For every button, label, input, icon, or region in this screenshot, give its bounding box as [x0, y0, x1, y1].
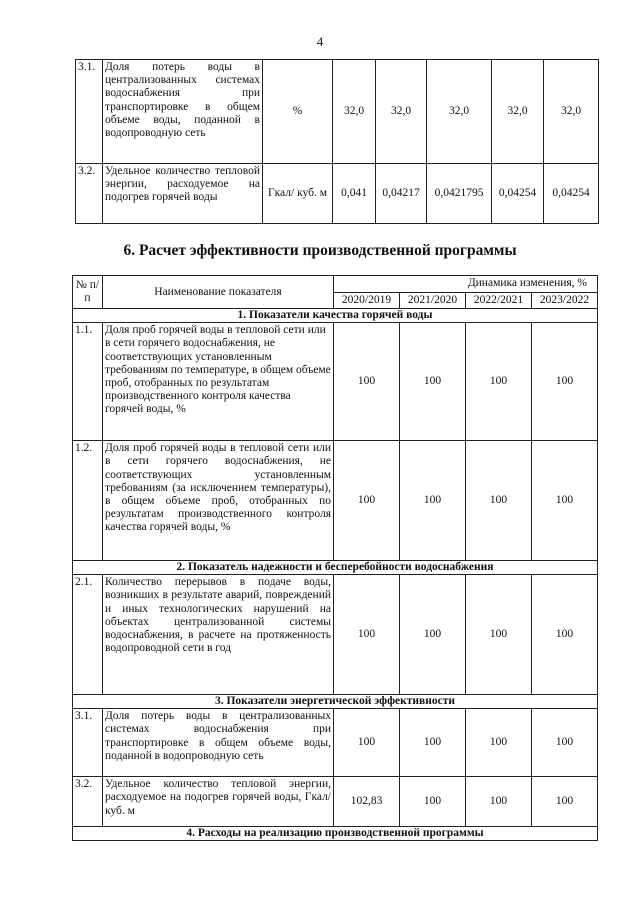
table-row	[76, 164, 599, 224]
section-title: 3. Показатели энергетической эффективности	[73, 695, 598, 709]
indicator-name: Доля проб горячей воды в тепловой сети или в сети горячего водоснабжения, не соответствующих установленным требованиям (за исключением температуры), в общем объеме проб, отобранных по результатам производственного контроля качества горячей воды, %	[103, 441, 334, 561]
value-cell: 100	[334, 709, 400, 777]
row-number: 3.2.	[73, 777, 103, 827]
value-cell: 100	[466, 709, 532, 777]
table-row	[73, 777, 598, 827]
page-number: 4	[316, 34, 324, 49]
section-title: 4. Расходы на реализацию производственной программы	[73, 827, 598, 841]
table-row	[76, 60, 599, 164]
value-cell: 100	[334, 323, 400, 441]
section-row	[73, 827, 598, 841]
value-cell: 0,0421795	[427, 164, 492, 224]
table-row	[73, 441, 598, 561]
value-cell: 100	[334, 441, 400, 561]
year-header: 2020/2019	[334, 293, 400, 309]
indicator-name: Удельное количество тепловой энергии, расходуемое на подогрев горячей воды, Гкал/куб. м	[103, 777, 334, 827]
unit-cell: %	[263, 60, 333, 164]
section-title: 1. Показатели качества горячей воды	[73, 309, 598, 323]
header-name: Наименование показателя	[103, 276, 334, 309]
header-row	[73, 276, 598, 293]
value-cell: 32,0	[492, 60, 544, 164]
year-header: 2022/2021	[466, 293, 532, 309]
unit-cell: Гкал/ куб. м	[263, 164, 333, 224]
value-cell: 0,04217	[376, 164, 427, 224]
section-row	[73, 309, 598, 323]
value-cell: 100	[400, 575, 466, 695]
value-cell: 100	[334, 575, 400, 695]
year-header: 2021/2020	[400, 293, 466, 309]
row-number: 3.1.	[73, 709, 103, 777]
value-cell: 100	[532, 777, 598, 827]
value-cell: 100	[532, 441, 598, 561]
value-cell: 100	[532, 575, 598, 695]
value-cell: 0,041	[333, 164, 376, 224]
value-cell: 100	[400, 777, 466, 827]
section-row	[73, 561, 598, 575]
value-cell: 100	[466, 441, 532, 561]
year-header: 2023/2022	[532, 293, 598, 309]
value-cell: 32,0	[427, 60, 492, 164]
indicator-name: Доля проб горячей воды в тепловой сети или в сети горячего водоснабжения, не соответствующих установленным требованиям по температуре, в общем объеме проб, отобранных по результатам производственного контроля качества горячей воды, %	[103, 323, 334, 441]
section-row	[73, 695, 598, 709]
value-cell: 32,0	[544, 60, 599, 164]
value-cell: 100	[400, 441, 466, 561]
header-number: № п/п	[73, 276, 103, 309]
efficiency-table	[72, 275, 598, 841]
value-cell: 100	[400, 323, 466, 441]
value-cell: 100	[532, 709, 598, 777]
row-number: 3.2.	[76, 164, 103, 224]
value-cell: 100	[532, 323, 598, 441]
indicator-name: Доля потерь воды в централизованных системах водоснабжения при транспортировке в общем объеме воды, поданной в водопроводную сеть	[103, 709, 334, 777]
indicator-name: Удельное количество тепловой энергии, расходуемое на подогрев горячей воды	[103, 164, 263, 224]
table-row	[73, 575, 598, 695]
row-number: 2.1.	[73, 575, 103, 695]
value-cell: 100	[400, 709, 466, 777]
header-dynamics: Динамика изменения, %	[334, 276, 598, 293]
section-title: 2. Показатель надежности и бесперебойности водоснабжения	[73, 561, 598, 575]
table-row	[73, 709, 598, 777]
value-cell: 32,0	[333, 60, 376, 164]
value-cell: 102,83	[334, 777, 400, 827]
value-cell: 100	[466, 575, 532, 695]
indicator-name: Количество перерывов в подаче воды, возникших в результате аварий, повреждений и иных технологических нарушений на объектах централизованной системы водоснабжения, в расчете на протяженность водопроводной сети в год	[103, 575, 334, 695]
table-row	[73, 323, 598, 441]
row-number: 3.1.	[76, 60, 103, 164]
value-cell: 100	[466, 777, 532, 827]
continued-indicators-table	[75, 59, 599, 224]
value-cell: 0,04254	[544, 164, 599, 224]
section-heading: 6. Расчет эффективности производственной программы	[123, 242, 517, 259]
row-number: 1.2.	[73, 441, 103, 561]
value-cell: 32,0	[376, 60, 427, 164]
value-cell: 100	[466, 323, 532, 441]
indicator-name: Доля потерь воды в централизованных системах водоснабжения при транспортировке в общем объеме воды, поданной в водопроводную сеть	[103, 60, 263, 164]
row-number: 1.1.	[73, 323, 103, 441]
value-cell: 0,04254	[492, 164, 544, 224]
